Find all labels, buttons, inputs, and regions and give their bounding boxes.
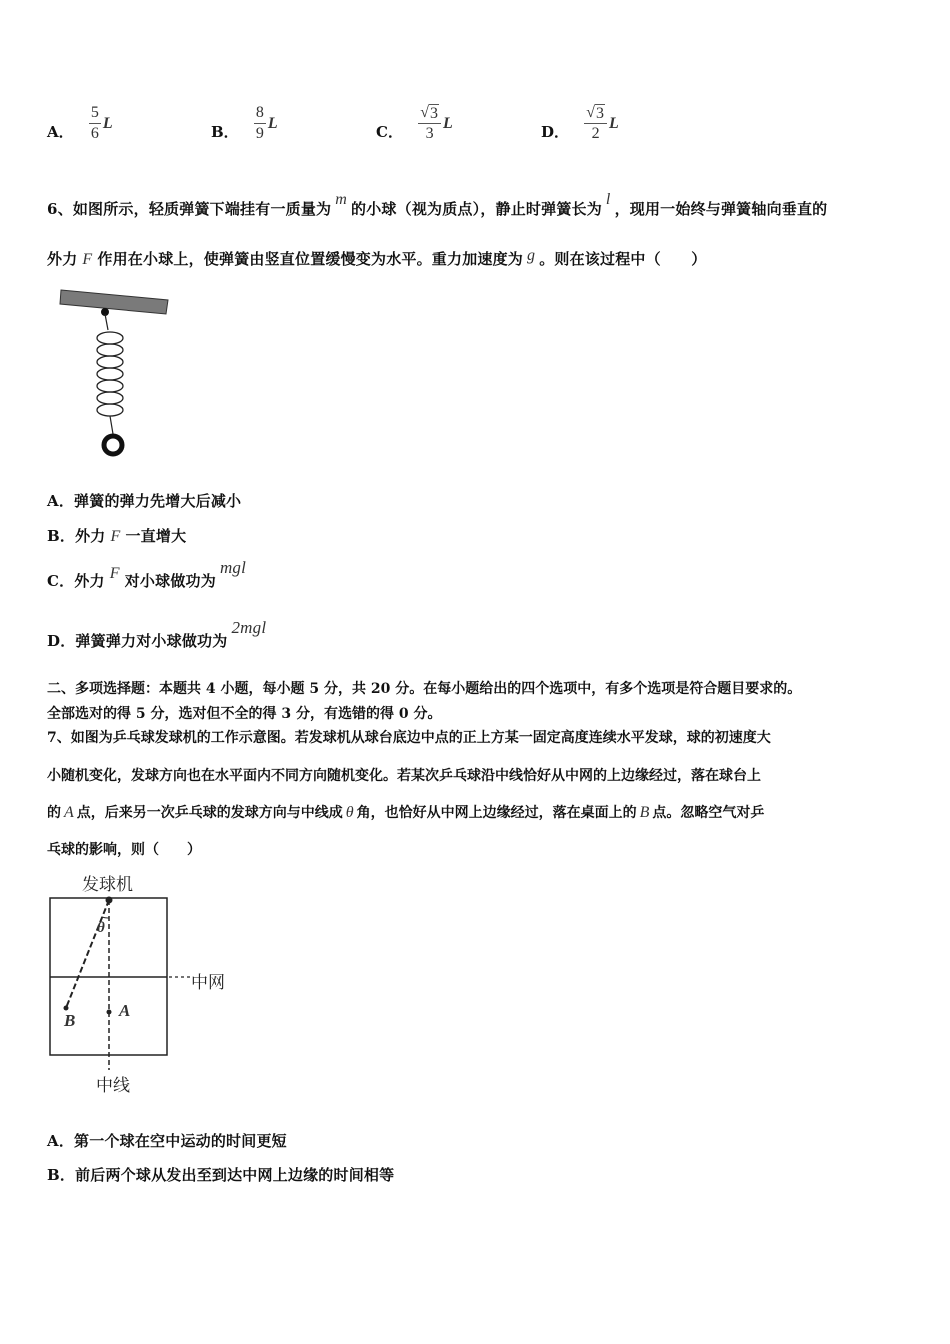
q5-option-c — [376, 104, 453, 143]
option-text: 前后两个球从发出至到达中网上边缘的时间相等 — [75, 1166, 395, 1184]
q7-stem-line-3 — [47, 802, 764, 822]
variable: L — [267, 114, 278, 132]
option-label: B． — [211, 123, 239, 141]
q7-option-a — [47, 1130, 287, 1151]
fraction — [89, 104, 101, 143]
spring-coils — [97, 332, 123, 416]
launcher-point — [106, 897, 113, 904]
spring-figure — [58, 286, 173, 461]
table-figure — [40, 890, 200, 1070]
var-m: m — [335, 191, 348, 208]
radicand: 3 — [596, 105, 605, 122]
var-F: F — [110, 528, 121, 545]
q5-option-d — [541, 104, 619, 143]
fraction — [418, 104, 441, 143]
variable: L — [609, 114, 619, 132]
option-text: 对小球做功为 — [124, 572, 216, 590]
expr-mgl: mgl — [219, 558, 247, 577]
denominator: 6 — [90, 125, 99, 142]
denominator: 3 — [425, 125, 434, 142]
point-a-label: A — [119, 1001, 131, 1020]
stem-text: 作用在小球上，使弹簧由竖直位置缓慢变为水平。重力加速度为 — [97, 250, 523, 268]
fraction — [584, 104, 607, 143]
stem-text: 点，后来另一次乒乓球的发球方向与中线成 — [76, 805, 343, 821]
ball — [104, 436, 122, 454]
var-g: g — [527, 247, 536, 264]
sqrt-icon: √ — [420, 104, 429, 121]
figure-title: 发球机 — [82, 875, 133, 895]
variable: L — [102, 114, 113, 132]
option-text: 外力 — [74, 572, 105, 590]
q6-stem-line-2 — [47, 248, 706, 269]
stem-text: ，现用一始终与弹簧轴向垂直的 — [614, 200, 828, 218]
q6-option-a — [47, 490, 241, 511]
option-label: B． — [47, 527, 76, 545]
fraction — [254, 104, 266, 143]
var-A: A — [64, 804, 74, 821]
variable: L — [442, 114, 453, 132]
q6-option-c — [47, 558, 247, 591]
numerator — [418, 104, 441, 124]
numerator — [584, 104, 607, 124]
q7-stem-line-2: 小随机变化，发球方向也在水平面内不同方向随机变化。若某次乒乓球沿中线恰好从中网的上边缘经过，落在球台上 — [47, 768, 761, 784]
stem-text: 外力 — [47, 250, 78, 268]
option-label: A． — [47, 123, 74, 141]
expr-2mgl: 2mgl — [231, 618, 267, 637]
var-theta: θ — [345, 804, 354, 821]
option-label: C． — [47, 572, 75, 590]
q5-option-b — [211, 104, 278, 143]
stem-text: 6、如图所示，轻质弹簧下端挂有一质量为 — [47, 200, 332, 218]
stem-text: 角，也恰好从中网上边缘经过，落在桌面上的 — [356, 805, 637, 821]
angle-label: θ — [97, 920, 105, 936]
stem-text: 的 — [47, 805, 61, 821]
option-label: B． — [47, 1166, 76, 1184]
var-B: B — [639, 804, 650, 821]
q7-stem-line-1: 7、如图为乒乓球发球机的工作示意图。若发球机从球台底边中点的正上方某一固定高度连续水平发球，球的初速度大 — [47, 730, 771, 746]
numerator: 8 — [254, 104, 266, 124]
q6-stem-line-1 — [47, 191, 828, 219]
q5-option-a — [47, 104, 113, 143]
sqrt-icon: √ — [586, 104, 596, 121]
radicand: 3 — [429, 105, 438, 122]
option-label: C． — [376, 123, 403, 141]
angle-arc — [102, 917, 109, 918]
denominator: 2 — [591, 125, 600, 142]
option-label: A． — [47, 492, 75, 510]
section2-line-2: 全部选对的得 5 分，选对但不全的得 3 分，有选错的得 0 分。 — [47, 706, 442, 722]
var-F: F — [82, 251, 93, 268]
stem-text: 的小球（视为质点），静止时弹簧长为 — [351, 200, 602, 218]
option-text: 弹簧的弹力先增大后减小 — [74, 492, 242, 510]
denominator: 9 — [255, 125, 264, 142]
spring-bottom-wire — [110, 416, 113, 434]
var-l: l — [605, 191, 611, 208]
section2-line-1: 二、多项选择题：本题共 4 小题，每小题 5 分，共 20 分。在每小题给出的四个选项中，有多个选项是符合题目要求的。 — [47, 681, 802, 697]
spring-top-wire — [105, 314, 108, 330]
stem-text: 点。忽略空气对乒 — [652, 805, 765, 821]
var-F: F — [109, 565, 120, 582]
option-label: D． — [541, 123, 570, 141]
center-line-label: 中线 — [96, 1076, 130, 1096]
net-label: 中网 — [191, 973, 225, 993]
q7-stem-line-4: 乓球的影响，则（ ） — [47, 842, 201, 858]
option-text: 外力 — [75, 527, 106, 545]
ceiling-bar — [60, 290, 168, 314]
q6-option-b — [47, 525, 186, 546]
numerator: 5 — [89, 104, 101, 124]
point-b-dot — [64, 1006, 69, 1011]
q7-option-b — [47, 1164, 394, 1185]
point-a-dot — [107, 1010, 112, 1015]
option-text: 弹簧弹力对小球做功为 — [75, 632, 228, 650]
point-b-label: B — [64, 1011, 76, 1030]
q6-option-d — [47, 618, 267, 651]
option-label: A． — [47, 1132, 75, 1150]
option-text: 第一个球在空中运动的时间更短 — [74, 1132, 287, 1150]
option-label: D． — [47, 632, 76, 650]
stem-text: 。则在该过程中（ ） — [539, 250, 707, 268]
option-text: 一直增大 — [125, 527, 187, 545]
angled-path — [66, 900, 109, 1008]
